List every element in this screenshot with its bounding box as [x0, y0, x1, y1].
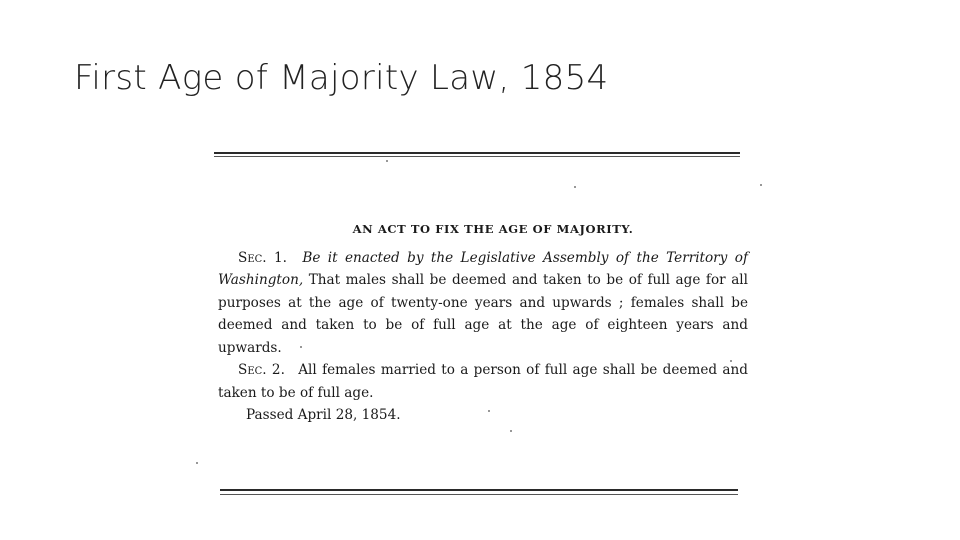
act-heading: AN ACT TO FIX THE AGE OF MAJORITY. [352, 222, 634, 236]
top-double-rule-thin [214, 156, 740, 157]
scan-speck [196, 462, 198, 464]
section-1-enacting-clause: Be it enacted by the Legislative Assembly of the Territory of Washington, [218, 249, 748, 288]
section-1-text: That males shall be deemed and taken to be of full age for all purposes at the age of twenty-one years and upwards ; females shall be deemed and taken to be of full age at the age of eighteen years and upwards. [218, 272, 748, 356]
top-double-rule [214, 152, 740, 154]
section-1 [218, 247, 748, 360]
section-1-label: Sec. 1. [238, 249, 287, 266]
scan-speck [760, 184, 762, 186]
scanned-act-image [190, 140, 770, 510]
slide-title: First Age of Majority Law, 1854 [74, 58, 609, 98]
scan-speck [574, 186, 576, 188]
passed-date: Passed April 28, 1854. [246, 407, 401, 423]
scan-speck [386, 160, 388, 162]
section-2 [218, 359, 748, 404]
act-text [218, 218, 748, 427]
bottom-double-rule [220, 489, 738, 491]
section-2-label: Sec. 2. [238, 362, 285, 378]
bottom-double-rule-thin [220, 494, 738, 495]
section-2-text: All females married to a person of full age shall be deemed and taken to be of full age. [218, 362, 748, 401]
scan-speck [510, 430, 512, 432]
